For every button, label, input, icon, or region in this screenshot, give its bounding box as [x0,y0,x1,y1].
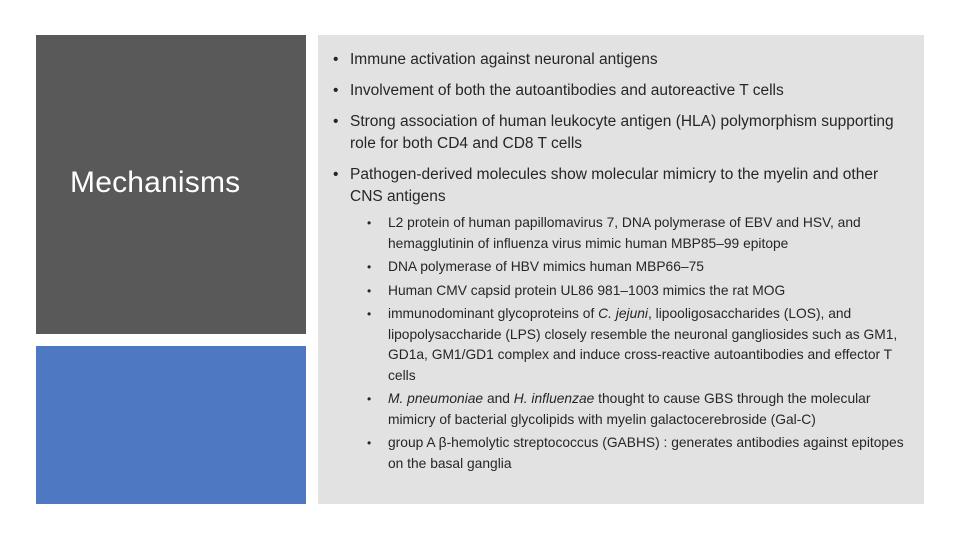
bullet-text: Strong association of human leukocyte antigen (HLA) polymorphism supporting role for both CD4 and CD8 T cells [350,113,894,152]
sub-bullet-item [350,281,911,302]
bullet-text: Pathogen-derived molecules show molecular mimicry to the myelin and other CNS antigens [350,166,879,205]
sub-bullet-item [350,257,911,278]
bullet-item [331,111,911,155]
sub-bullet-text: Human CMV capsid protein UL86 981–1003 mimics the rat MOG [388,282,786,298]
bullet-list [331,49,911,477]
sub-bullet-text: group A β-hemolytic streptococcus (GABHS) : generates antibodies against epitopes on the basal ganglia [388,435,904,471]
bullet-text: Involvement of both the autoantibodies and autoreactive T cells [350,82,784,99]
sub-bullet-text: L2 protein of human papillomavirus 7, DNA polymerase of EBV and HSV, and hemagglutinin of influenza virus mimic human MBP85–99 epitope [388,215,861,251]
bullet-text: Immune activation against neuronal antigens [350,51,658,68]
accent-block [36,346,306,504]
sub-bullet-item [350,389,911,430]
bullet-item [331,49,911,71]
organism-name: C. jejuni [598,306,648,321]
sub-bullet-text: DNA polymerase of HBV mimics human MBP66–75 [388,259,704,274]
sub-bullet-text: thought to cause GBS through the molecular mimicry of bacterial glycolipids with myelin galactocerebroside (Gal-C) [388,391,871,427]
slide-title: Mechanisms [70,166,241,199]
sub-bullet-text: , lipooligosaccharides (LOS), and lipopolysaccharide (LPS) closely resemble the neuronal gangliosides such as GM1, GD1a, GM1/GD1 complex and induce cross-reactive autoantibodies and effector T cells [388,306,898,383]
sub-bullet-item [350,213,911,254]
organism-name: M. pneumoniae [388,391,484,406]
sub-bullet-text: immunodominant glycoproteins of [388,306,599,321]
sub-bullet-item [350,433,911,474]
organism-name: H. influenzae [513,391,595,406]
title-panel [36,35,306,334]
bullet-item [331,164,911,474]
sub-bullet-text: and [483,391,514,406]
sub-bullet-item [350,304,911,386]
bullet-item [331,80,911,102]
sub-bullet-list [350,213,911,474]
content-panel [318,35,924,504]
